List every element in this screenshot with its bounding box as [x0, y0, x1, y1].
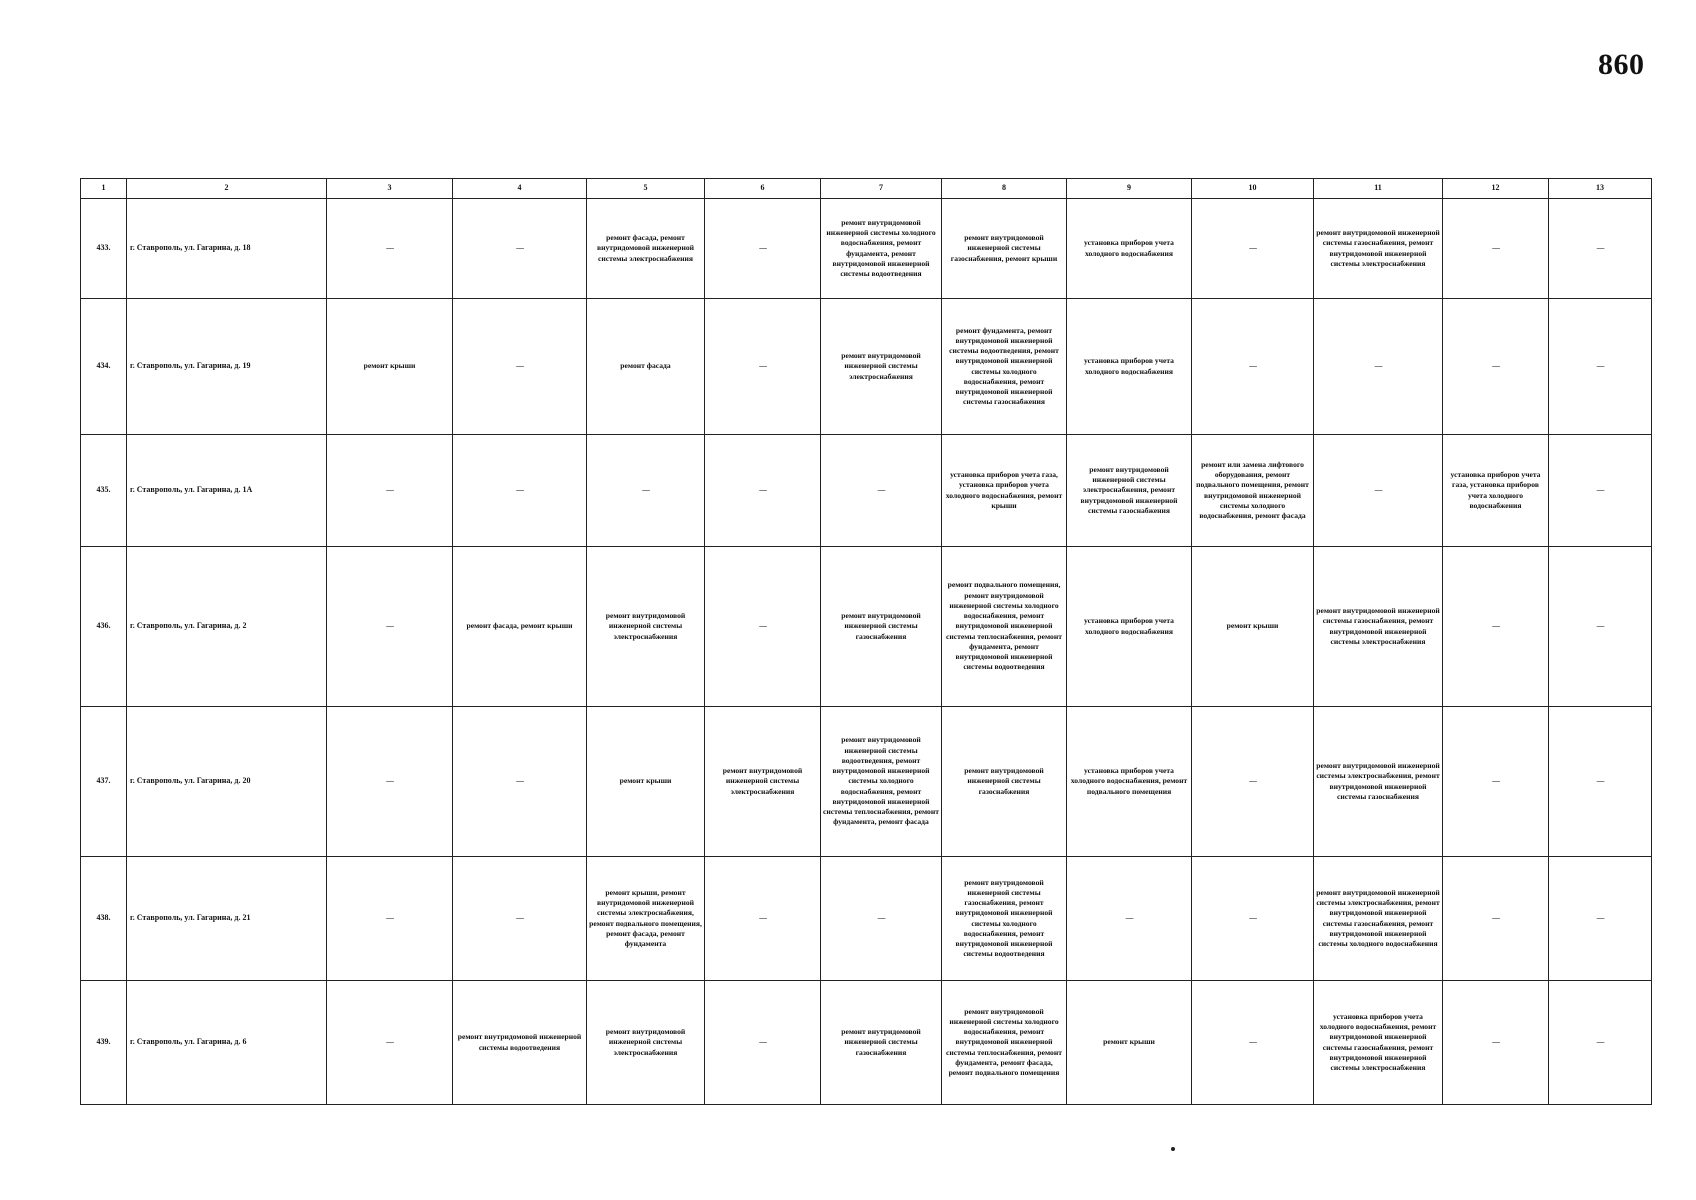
- column-header: 1: [81, 179, 127, 199]
- work-description-cell: ремонт внутридомовой инженерной системы газоснабжения, ремонт внутридомовой инженерной системы электроснабжения: [1314, 547, 1443, 707]
- empty-dash-cell: —: [453, 707, 587, 857]
- work-description-cell: ремонт внутридомовой инженерной системы электроснабжения: [821, 299, 942, 435]
- work-description-cell: ремонт фасада: [587, 299, 705, 435]
- row-number: 433.: [81, 199, 127, 299]
- empty-dash-cell: —: [1192, 199, 1314, 299]
- empty-dash-cell: —: [1192, 299, 1314, 435]
- work-description-cell: ремонт внутридомовой инженерной системы электроснабжения, ремонт внутридомовой инженерной системы газоснабжения: [1067, 435, 1192, 547]
- row-number: 436.: [81, 547, 127, 707]
- empty-dash-cell: —: [1314, 435, 1443, 547]
- empty-dash-cell: —: [705, 435, 821, 547]
- empty-dash-cell: —: [1192, 857, 1314, 981]
- column-header: 7: [821, 179, 942, 199]
- column-header: 11: [1314, 179, 1443, 199]
- empty-dash-cell: —: [1549, 857, 1652, 981]
- empty-dash-cell: —: [587, 435, 705, 547]
- empty-dash-cell: —: [453, 299, 587, 435]
- empty-dash-cell: —: [327, 199, 453, 299]
- empty-dash-cell: —: [821, 857, 942, 981]
- work-description-cell: ремонт внутридомовой инженерной системы водоотведения: [453, 981, 587, 1105]
- empty-dash-cell: —: [1443, 707, 1549, 857]
- address-cell: г. Ставрополь, ул. Гагарина, д. 19: [127, 299, 327, 435]
- empty-dash-cell: —: [1549, 299, 1652, 435]
- address-cell: г. Ставрополь, ул. Гагарина, д. 18: [127, 199, 327, 299]
- empty-dash-cell: —: [1443, 981, 1549, 1105]
- work-description-cell: ремонт внутридомовой инженерной системы холодного водоснабжения, ремонт фундамента, ремонт внутридомовой инженерной системы водоотведения: [821, 199, 942, 299]
- work-description-cell: ремонт фундамента, ремонт внутридомовой инженерной системы водоотведения, ремонт внутридомовой инженерной системы холодного водоснабжения, ремонт внутридомовой инженерной системы газоснабжения: [942, 299, 1067, 435]
- work-description-cell: ремонт внутридомовой инженерной системы газоснабжения, ремонт крыши: [942, 199, 1067, 299]
- table-row: [81, 435, 1652, 547]
- empty-dash-cell: —: [821, 435, 942, 547]
- address-cell: г. Ставрополь, ул. Гагарина, д. 2: [127, 547, 327, 707]
- column-header: 8: [942, 179, 1067, 199]
- empty-dash-cell: —: [705, 199, 821, 299]
- work-description-cell: установка приборов учета холодного водоснабжения: [1067, 547, 1192, 707]
- row-number: 437.: [81, 707, 127, 857]
- work-description-cell: ремонт крыши: [587, 707, 705, 857]
- work-description-cell: ремонт внутридомовой инженерной системы электроснабжения: [705, 707, 821, 857]
- page-number: 860: [1598, 48, 1645, 81]
- work-description-cell: ремонт внутридомовой инженерной системы электроснабжения, ремонт внутридомовой инженерной системы газоснабжения, ремонт внутридомовой инженерной системы холодного водоснабжения: [1314, 857, 1443, 981]
- work-description-cell: ремонт внутридомовой инженерной системы газоснабжения, ремонт внутридомовой инженерной системы электроснабжения: [1314, 199, 1443, 299]
- empty-dash-cell: —: [705, 299, 821, 435]
- work-description-cell: ремонт внутридомовой инженерной системы электроснабжения, ремонт внутридомовой инженерной системы газоснабжения: [1314, 707, 1443, 857]
- column-number-row: [81, 179, 1652, 199]
- empty-dash-cell: —: [327, 547, 453, 707]
- work-description-cell: ремонт или замена лифтового оборудования, ремонт подвального помещения, ремонт внутридомовой инженерной системы холодного водоснабжения, ремонт фасада: [1192, 435, 1314, 547]
- table-row: [81, 981, 1652, 1105]
- table-row: [81, 199, 1652, 299]
- empty-dash-cell: —: [1443, 199, 1549, 299]
- work-description-cell: ремонт крыши: [327, 299, 453, 435]
- empty-dash-cell: —: [1443, 857, 1549, 981]
- work-description-cell: ремонт внутридомовой инженерной системы водоотведения, ремонт внутридомовой инженерной системы холодного водоснабжения, ремонт внутридомовой инженерной системы теплоснабжения, ремонт фундамента, ремонт фасада: [821, 707, 942, 857]
- work-description-cell: ремонт крыши: [1067, 981, 1192, 1105]
- work-description-cell: ремонт внутридомовой инженерной системы газоснабжения, ремонт внутридомовой инженерной системы холодного водоснабжения, ремонт внутридомовой инженерной системы водоотведения: [942, 857, 1067, 981]
- work-description-cell: ремонт внутридомовой инженерной системы газоснабжения: [942, 707, 1067, 857]
- column-header: 4: [453, 179, 587, 199]
- row-number: 435.: [81, 435, 127, 547]
- address-cell: г. Ставрополь, ул. Гагарина, д. 20: [127, 707, 327, 857]
- column-header: 9: [1067, 179, 1192, 199]
- work-description-cell: ремонт подвального помещения, ремонт внутридомовой инженерной системы холодного водоснабжения, ремонт внутридомовой инженерной системы теплоснабжения, ремонт фундамента, ремонт внутридомовой инженерной системы водоотведения: [942, 547, 1067, 707]
- work-description-cell: ремонт фасада, ремонт внутридомовой инженерной системы электроснабжения: [587, 199, 705, 299]
- empty-dash-cell: —: [327, 435, 453, 547]
- empty-dash-cell: —: [1443, 299, 1549, 435]
- capital-repair-table: [80, 178, 1652, 1105]
- scan-speck: [1171, 1147, 1175, 1151]
- empty-dash-cell: —: [1549, 547, 1652, 707]
- column-header: 12: [1443, 179, 1549, 199]
- work-description-cell: ремонт фасада, ремонт крыши: [453, 547, 587, 707]
- work-description-cell: ремонт внутридомовой инженерной системы электроснабжения: [587, 547, 705, 707]
- work-description-cell: установка приборов учета газа, установка приборов учета холодного водоснабжения: [1443, 435, 1549, 547]
- empty-dash-cell: —: [1549, 981, 1652, 1105]
- row-number: 434.: [81, 299, 127, 435]
- table-body: [81, 199, 1652, 1105]
- work-description-cell: ремонт внутридомовой инженерной системы электроснабжения: [587, 981, 705, 1105]
- column-header: 6: [705, 179, 821, 199]
- empty-dash-cell: —: [327, 707, 453, 857]
- address-cell: г. Ставрополь, ул. Гагарина, д. 6: [127, 981, 327, 1105]
- empty-dash-cell: —: [1549, 435, 1652, 547]
- column-header: 5: [587, 179, 705, 199]
- empty-dash-cell: —: [1314, 299, 1443, 435]
- column-header: 2: [127, 179, 327, 199]
- work-description-cell: установка приборов учета холодного водоснабжения, ремонт подвального помещения: [1067, 707, 1192, 857]
- empty-dash-cell: —: [705, 981, 821, 1105]
- work-description-cell: ремонт крыши, ремонт внутридомовой инженерной системы электроснабжения, ремонт подвального помещения, ремонт фасада, ремонт фундамента: [587, 857, 705, 981]
- empty-dash-cell: —: [327, 857, 453, 981]
- work-description-cell: установка приборов учета холодного водоснабжения: [1067, 199, 1192, 299]
- work-description-cell: установка приборов учета холодного водоснабжения: [1067, 299, 1192, 435]
- work-description-cell: установка приборов учета холодного водоснабжения, ремонт внутридомовой инженерной системы газоснабжения, ремонт внутридомовой инженерной системы электроснабжения: [1314, 981, 1443, 1105]
- empty-dash-cell: —: [453, 199, 587, 299]
- column-header: 3: [327, 179, 453, 199]
- table-row: [81, 857, 1652, 981]
- column-header: 13: [1549, 179, 1652, 199]
- work-description-cell: ремонт внутридомовой инженерной системы холодного водоснабжения, ремонт внутридомовой инженерной системы теплоснабжения, ремонт фундамента, ремонт фасада, ремонт подвального помещения: [942, 981, 1067, 1105]
- empty-dash-cell: —: [327, 981, 453, 1105]
- empty-dash-cell: —: [1192, 981, 1314, 1105]
- empty-dash-cell: —: [453, 857, 587, 981]
- address-cell: г. Ставрополь, ул. Гагарина, д. 21: [127, 857, 327, 981]
- address-cell: г. Ставрополь, ул. Гагарина, д. 1А: [127, 435, 327, 547]
- work-description-cell: ремонт внутридомовой инженерной системы газоснабжения: [821, 981, 942, 1105]
- empty-dash-cell: —: [1067, 857, 1192, 981]
- empty-dash-cell: —: [1192, 707, 1314, 857]
- empty-dash-cell: —: [453, 435, 587, 547]
- table-header: [81, 179, 1652, 199]
- row-number: 439.: [81, 981, 127, 1105]
- empty-dash-cell: —: [705, 547, 821, 707]
- work-description-cell: установка приборов учета газа, установка приборов учета холодного водоснабжения, ремонт крыши: [942, 435, 1067, 547]
- table-row: [81, 299, 1652, 435]
- table-row: [81, 547, 1652, 707]
- table-row: [81, 707, 1652, 857]
- column-header: 10: [1192, 179, 1314, 199]
- work-description-cell: ремонт крыши: [1192, 547, 1314, 707]
- empty-dash-cell: —: [1549, 199, 1652, 299]
- empty-dash-cell: —: [1443, 547, 1549, 707]
- work-description-cell: ремонт внутридомовой инженерной системы газоснабжения: [821, 547, 942, 707]
- row-number: 438.: [81, 857, 127, 981]
- empty-dash-cell: —: [705, 857, 821, 981]
- empty-dash-cell: —: [1549, 707, 1652, 857]
